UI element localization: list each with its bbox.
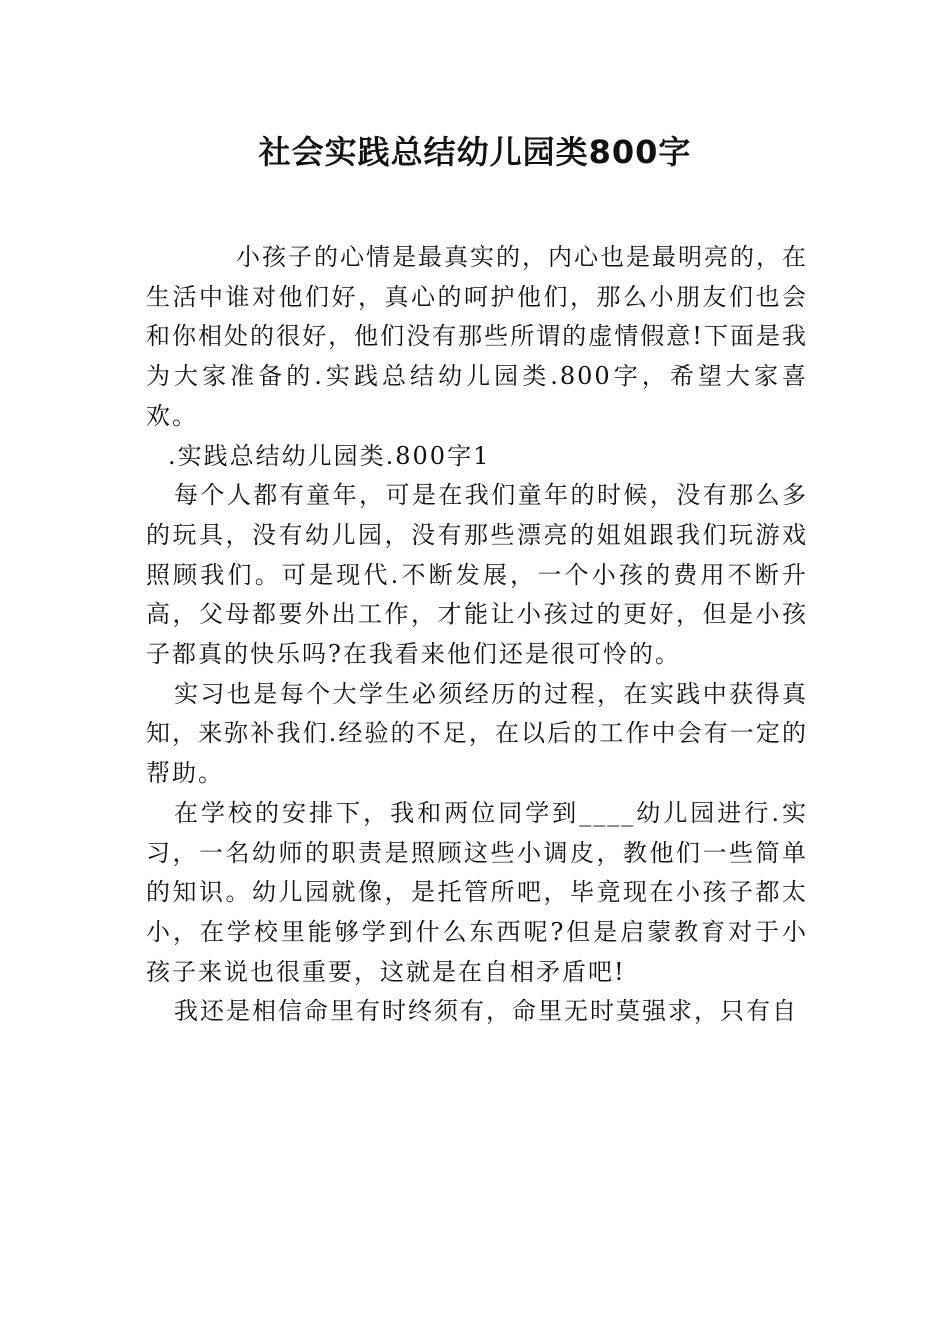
body-paragraph: 我还是相信命里有时终须有，命里无时莫强求，只有自 [174, 997, 798, 1026]
section-heading: .实践总结幼儿园类.800字1 [168, 441, 491, 470]
body-paragraph: 在学校的安排下，我和两位同学到____幼儿园进行.实习，一名幼师的职责是照顾这些小调皮，教他们一些简单的知识。幼儿园就像，是托管所吧，毕竟现在小孩子都太小，在学校里能够学到什么东西呢?但是启蒙教育对于小孩子来说也很重要，这就是在自相矛盾吧! [146, 798, 808, 986]
body-paragraph: 实习也是每个大学生必须经历的过程，在实践中获得真知，来弥补我们.经验的不足，在以后的工作中会有一定的帮助。 [146, 679, 808, 788]
intro-paragraph: 小孩子的心情是最真实的，内心也是最明亮的，在生活中谁对他们好，真心的呵护他们，那么小朋友们也会和你相处的很好，他们没有那些所谓的虚情假意!下面是我为大家准备的.实践总结幼儿园类.800字，希望大家喜欢。 [146, 243, 808, 430]
document-title: 社会实践总结幼儿园类800字 [258, 133, 692, 171]
body-paragraph: 每个人都有童年，可是在我们童年的时候，没有那么多的玩具，没有幼儿园，没有那些漂亮的姐姐跟我们玩游戏照顾我们。可是现代.不断发展，一个小孩的费用不断升高，父母都要外出工作，才能让小孩过的更好，但是小孩子都真的快乐吗?在我看来他们还是很可怜的。 [146, 481, 808, 669]
document-body [146, 238, 808, 1032]
